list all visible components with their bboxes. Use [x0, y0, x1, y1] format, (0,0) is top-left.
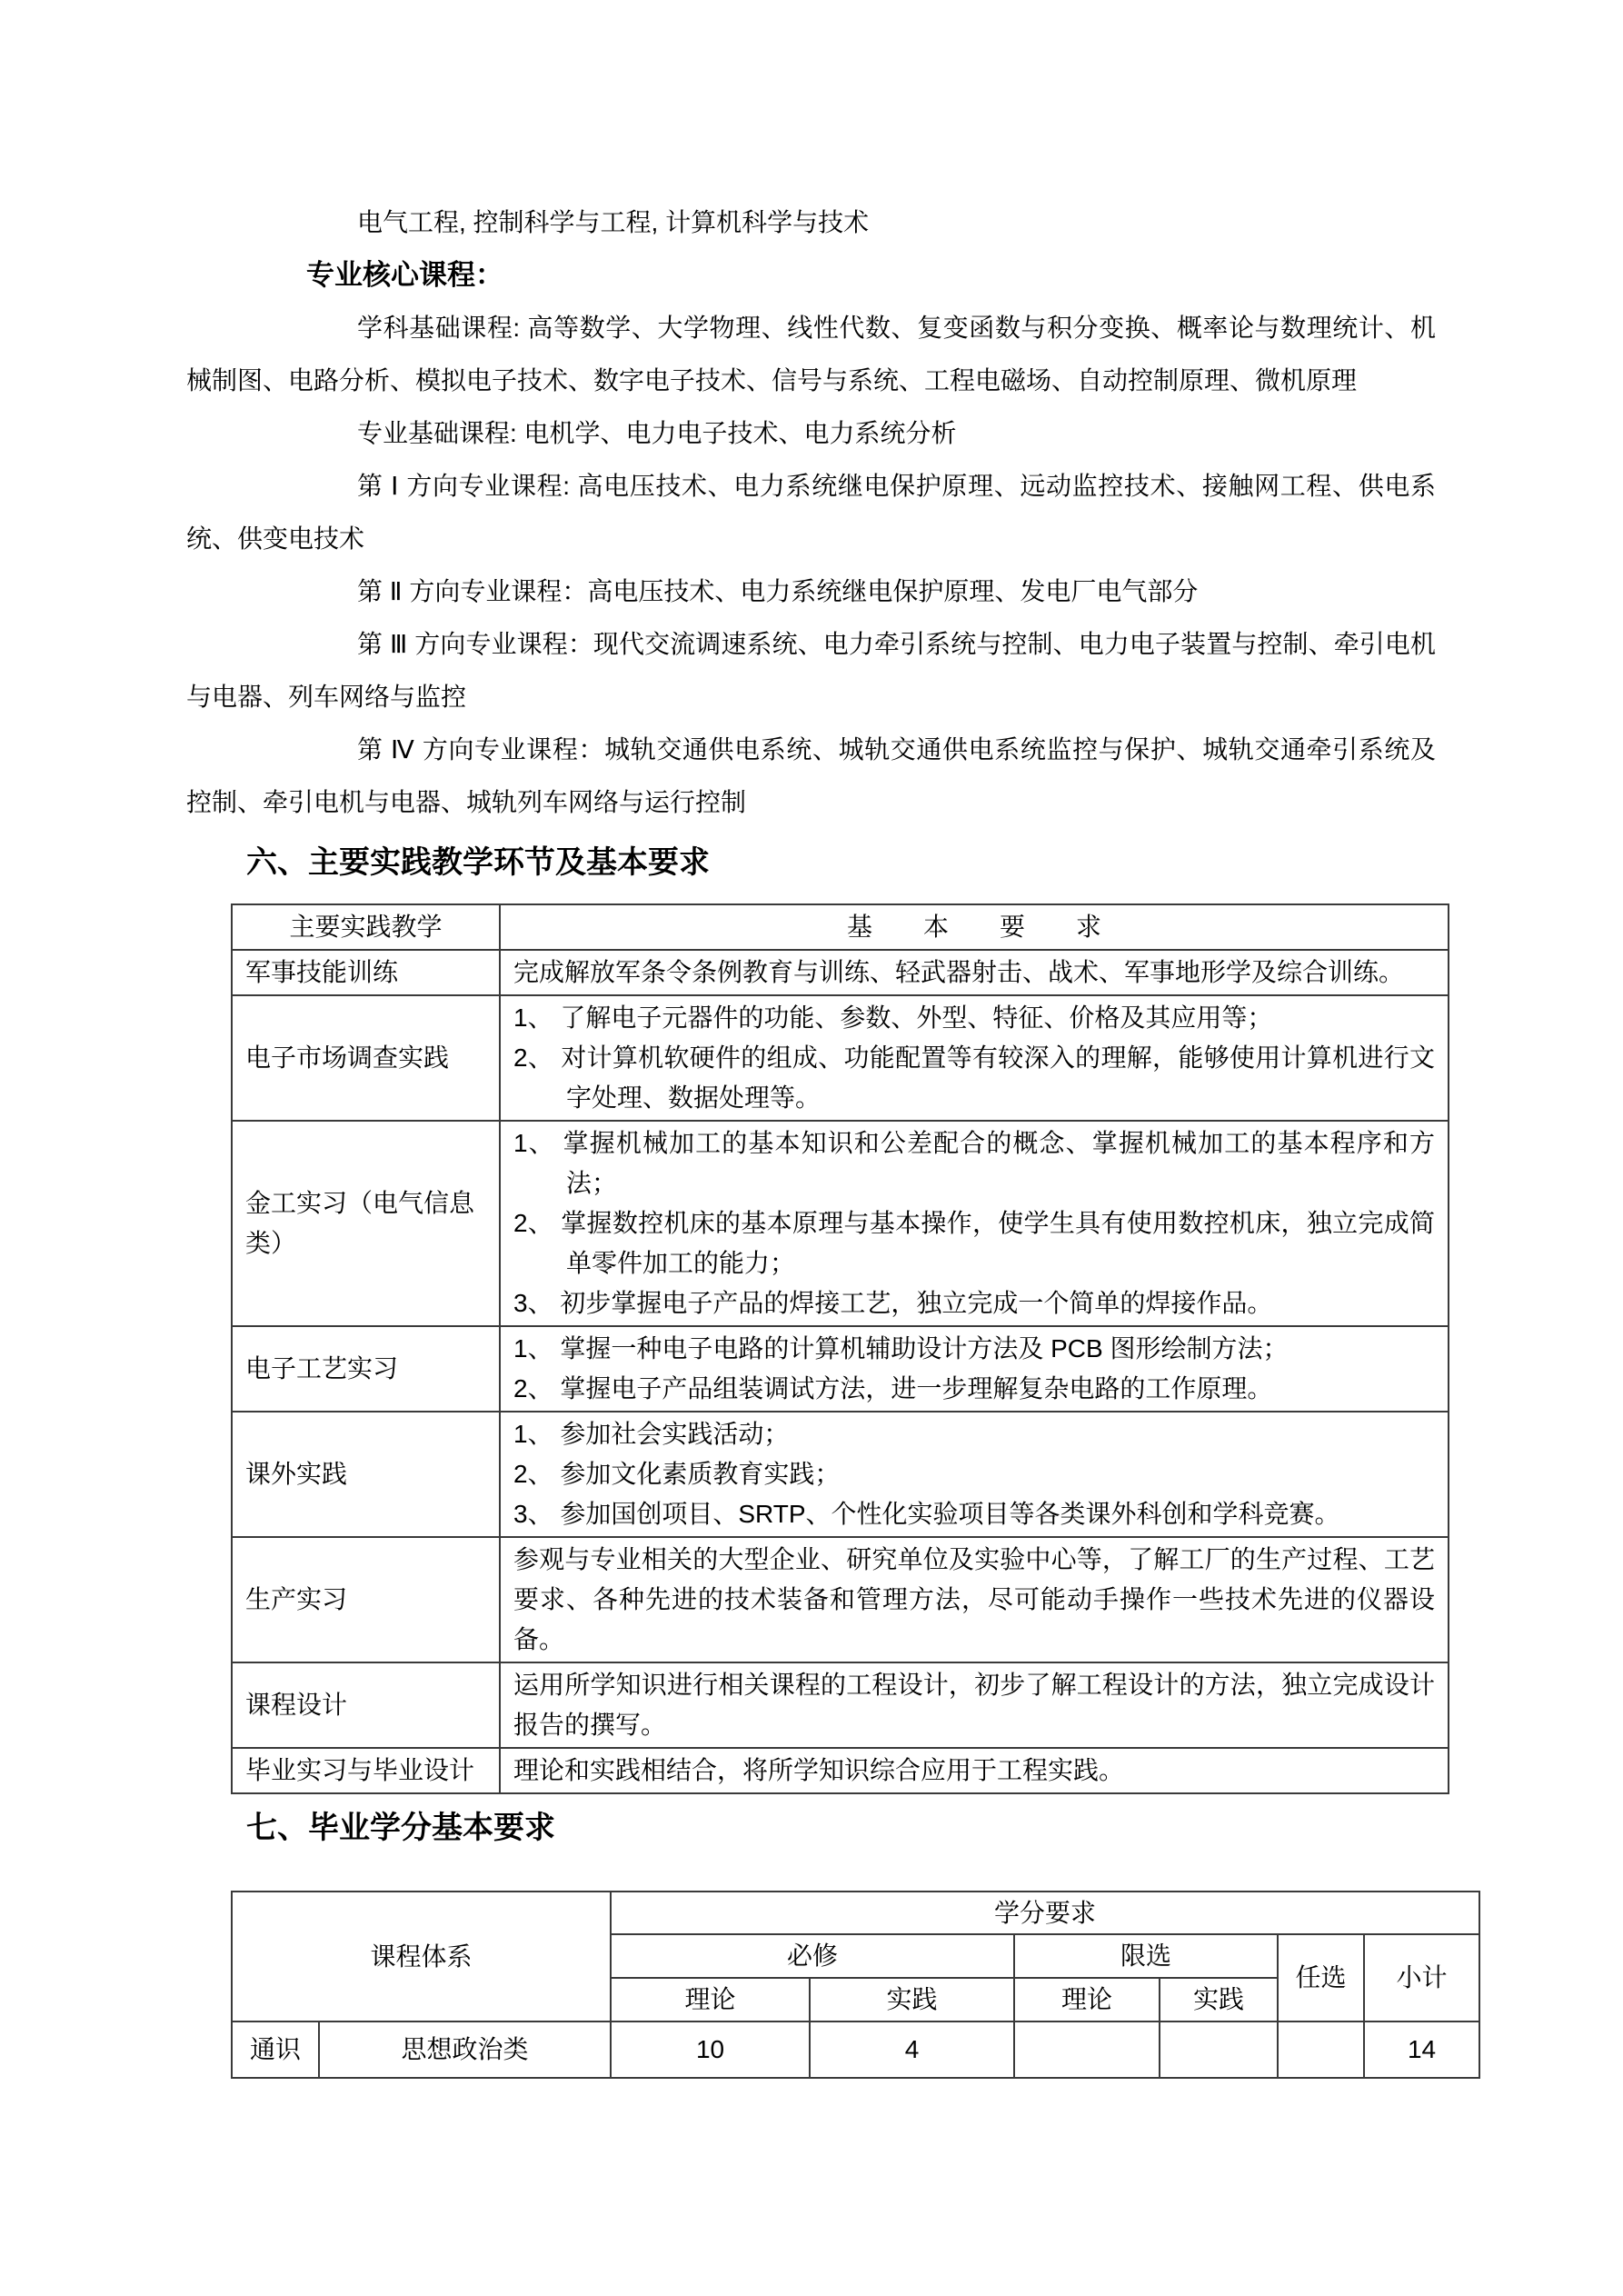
requirements-col-header: 基 本 要 求	[500, 904, 1449, 950]
requirement-item: 1、 了解电子元器件的功能、参数、外型、特征、价格及其应用等；	[513, 1003, 1273, 1032]
elective-value	[1278, 2021, 1364, 2078]
practice-col-header: 主要实践教学	[232, 904, 500, 950]
limited-theory-value	[1014, 2021, 1160, 2078]
practice-row-label: 电子工艺实习	[232, 1326, 500, 1412]
practice-row-label: 军事技能训练	[232, 950, 500, 995]
practice-row-label: 毕业实习与毕业设计	[232, 1748, 500, 1793]
course-system-header: 课程体系	[232, 1892, 611, 2021]
elective-header: 任选	[1278, 1934, 1364, 2021]
requirement-item: 1、 参加社会实践活动；	[513, 1420, 790, 1448]
limited-practice-value	[1160, 2021, 1278, 2078]
category-cell: 通识	[232, 2021, 319, 2078]
practice-row-label: 金工实习（电气信息类）	[232, 1121, 500, 1326]
subtotal-header: 小计	[1364, 1934, 1479, 2021]
intro-line: 电气工程, 控制科学与工程, 计算机科学与技术	[357, 208, 870, 236]
graduation-credits-table	[231, 1891, 1480, 2079]
subtotal-value: 14	[1364, 2021, 1479, 2078]
table-row	[232, 950, 1449, 995]
credits-data-row	[232, 2021, 1479, 2078]
table-row	[232, 1412, 1449, 1537]
requirement-text: 完成解放军条令条例教育与训练、轻武器射击、战术、军事地形学及综合训练。	[513, 958, 1405, 986]
paragraph-direction-2: 第 Ⅱ 方向专业课程：高电压技术、电力系统继电保护原理、发电厂电气部分	[357, 577, 1199, 605]
requirement-item: 2、 掌握数控机床的基本原理与基本操作，使学生具有使用数控机床，独立完成简单零件加工的能力；	[513, 1209, 1435, 1277]
requirement-item: 2、 参加文化素质教育实践；	[513, 1460, 841, 1488]
credits-header-row-1	[232, 1892, 1479, 1934]
table-row	[232, 1326, 1449, 1412]
requirement-text: 理论和实践相结合，将所学知识综合应用于工程实践。	[513, 1756, 1125, 1784]
required-practice-header: 实践	[810, 1978, 1014, 2021]
paragraph-direction-3: 第 Ⅲ 方向专业课程：现代交流调速系统、电力牵引系统与控制、电力电子装置与控制、牵引电机与电器、列车网络与监控	[186, 630, 1436, 711]
required-header: 必修	[611, 1934, 1014, 1978]
paragraph-discipline-basic: 学科基础课程: 高等数学、大学物理、线性代数、复变函数与积分变换、概率论与数理统计、机械制图、电路分析、模拟电子技术、数字电子技术、信号与系统、工程电磁场、自动控制原理、微机原理	[186, 314, 1436, 394]
requirement-item: 2、 对计算机软硬件的组成、功能配置等有较深入的理解，能够使用计算机进行文字处理、数据处理等。	[513, 1043, 1435, 1112]
practice-teaching-table	[231, 903, 1449, 1794]
practice-row-label: 课程设计	[232, 1662, 500, 1748]
paragraph-direction-1: 第 Ⅰ 方向专业课程: 高电压技术、电力系统继电保护原理、远动监控技术、接触网工程、供电系统、供变电技术	[186, 472, 1436, 553]
table-row	[232, 1121, 1449, 1326]
practice-row-label: 电子市场调查实践	[232, 995, 500, 1121]
table-header-row	[232, 904, 1449, 950]
requirement-item: 3、 参加国创项目、SRTP、个性化实验项目等各类课外科创和学科竞赛。	[513, 1500, 1340, 1528]
practice-row-label: 生产实习	[232, 1537, 500, 1662]
section6-heading: 六、主要实践教学环节及基本要求	[246, 845, 710, 880]
course-type-cell: 思想政治类	[319, 2021, 611, 2078]
limited-theory-header: 理论	[1014, 1978, 1160, 2021]
section7-heading: 七、毕业学分基本要求	[246, 1811, 555, 1845]
requirement-text: 参观与专业相关的大型企业、研究单位及实验中心等，了解工厂的生产过程、工艺要求、各种先进的技术装备和管理方法，尽可能动手操作一些技术先进的仪器设备。	[513, 1545, 1435, 1653]
required-theory-header: 理论	[611, 1978, 810, 2021]
requirement-item: 1、 掌握一种电子电路的计算机辅助设计方法及 PCB 图形绘制方法；	[513, 1334, 1289, 1363]
core-courses-heading: 专业核心课程：	[306, 259, 503, 291]
requirement-text: 运用所学知识进行相关课程的工程设计，初步了解工程设计的方法，独立完成设计报告的撰写。	[513, 1671, 1435, 1739]
limited-practice-header: 实践	[1160, 1978, 1278, 2021]
paragraph-major-basic: 专业基础课程: 电机学、电力电子技术、电力系统分析	[357, 419, 957, 447]
requirement-item: 3、 初步掌握电子产品的焊接工艺，独立完成一个简单的焊接作品。	[513, 1289, 1273, 1317]
limited-header: 限选	[1014, 1934, 1278, 1978]
requirement-item: 1、 掌握机械加工的基本知识和公差配合的概念、掌握机械加工的基本程序和方法；	[513, 1129, 1435, 1197]
requirement-item: 2、 掌握电子产品组装调试方法，进一步理解复杂电路的工作原理。	[513, 1374, 1273, 1403]
required-theory-value: 10	[611, 2021, 810, 2078]
table-row	[232, 1662, 1449, 1748]
table-row	[232, 1537, 1449, 1662]
practice-row-label: 课外实践	[232, 1412, 500, 1537]
table-row	[232, 995, 1449, 1121]
table-row	[232, 1748, 1449, 1793]
required-practice-value: 4	[810, 2021, 1014, 2078]
credit-requirements-header: 学分要求	[611, 1892, 1479, 1934]
paragraph-direction-4: 第 Ⅳ 方向专业课程：城轨交通供电系统、城轨交通供电系统监控与保护、城轨交通牵引系统及控制、牵引电机与电器、城轨列车网络与运行控制	[186, 735, 1436, 816]
